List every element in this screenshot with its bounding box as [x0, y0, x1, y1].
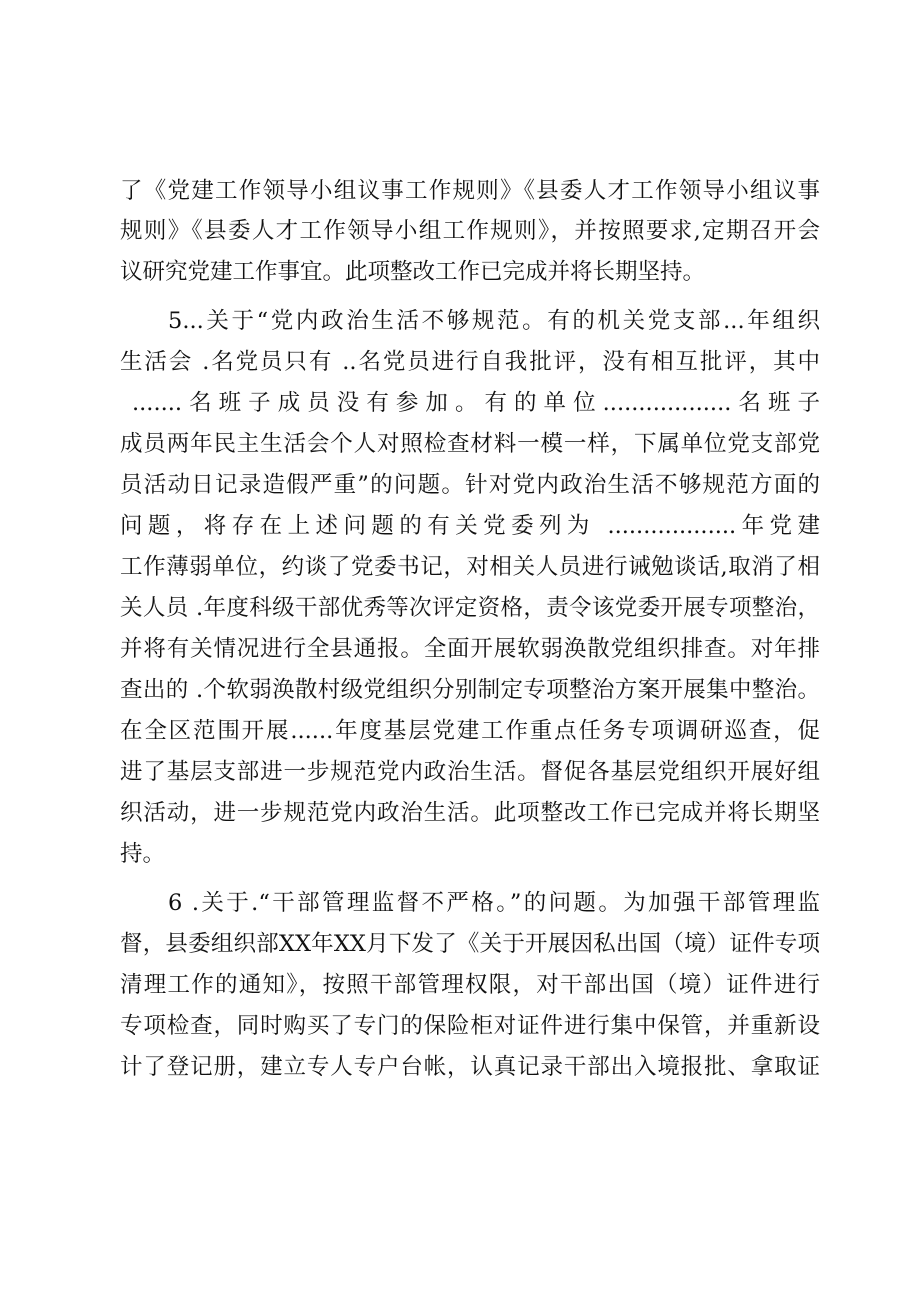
text-line: 员活动日记录造假严重”的问题。针对党内政治生活不够规范方面的	[120, 472, 820, 498]
text-line: 查出的 .个软弱涣散村级党组织分别制定专项整治方案开展集中整治。	[120, 677, 820, 703]
text-line: 持。	[120, 841, 166, 867]
text-line: 问题，将存在上述问题的有关党委列为 ..................年党建	[120, 513, 820, 539]
paragraph-5-start: 5...关于“党内政治生活不够规范。有的机关党支部...年组织	[168, 308, 820, 334]
text-line: 清理工作的通知》，按照干部管理权限，对干部出国（境）证件进行	[120, 972, 820, 998]
text-line: 关人员 .年度科级干部优秀等次评定资格，责令该党委开展专项整治，	[120, 595, 820, 621]
text-line: 生活会 .名党员只有 ..名党员进行自我批评，没有相互批评，其中	[120, 349, 820, 375]
text-line: 在全区范围开展......年度基层党建工作重点任务专项调研巡查，促	[120, 718, 820, 744]
text-line: 进了基层支部进一步规范党内政治生活。督促各基层党组织开展好组	[120, 759, 820, 785]
text-line: 工作薄弱单位，约谈了党委书记，对相关人员进行诫勉谈话,取消了相	[120, 554, 820, 580]
text-line: 专项检查，同时购买了专门的保险柜对证件进行集中保管，并重新设	[120, 1013, 820, 1039]
text-line: .......名班子成员没有参加。有的单位..................名班子	[132, 390, 820, 416]
text-line: 规则》《县委人才工作领导小组工作规则》，并按照要求,定期召开会	[120, 218, 820, 244]
paragraph-6-start: 6 .关于.“干部管理监督不严格。”的问题。为加强干部管理监	[168, 890, 820, 916]
text-line: 督，县委组织部XX年XX月下发了《关于开展因私出国（境）证件专项	[120, 931, 820, 957]
text-line: 织活动，进一步规范党内政治生活。此项整改工作已完成并将长期坚	[120, 800, 820, 826]
text-line: 成员两年民主生活会个人对照检查材料一模一样，下属单位党支部党	[120, 431, 820, 457]
text-line: 了《党建工作领导小组议事工作规则》《县委人才工作领导小组议事	[120, 178, 820, 204]
text-line: 并将有关情况进行全县通报。全面开展软弱涣散党组织排查。对年排	[120, 636, 820, 662]
text-line: 计了登记册，建立专人专户台帐，认真记录干部出入境报批、拿取证	[120, 1054, 820, 1080]
text-line: 议研究党建工作事宜。此项整改工作已完成并将长期坚持。	[120, 259, 706, 285]
